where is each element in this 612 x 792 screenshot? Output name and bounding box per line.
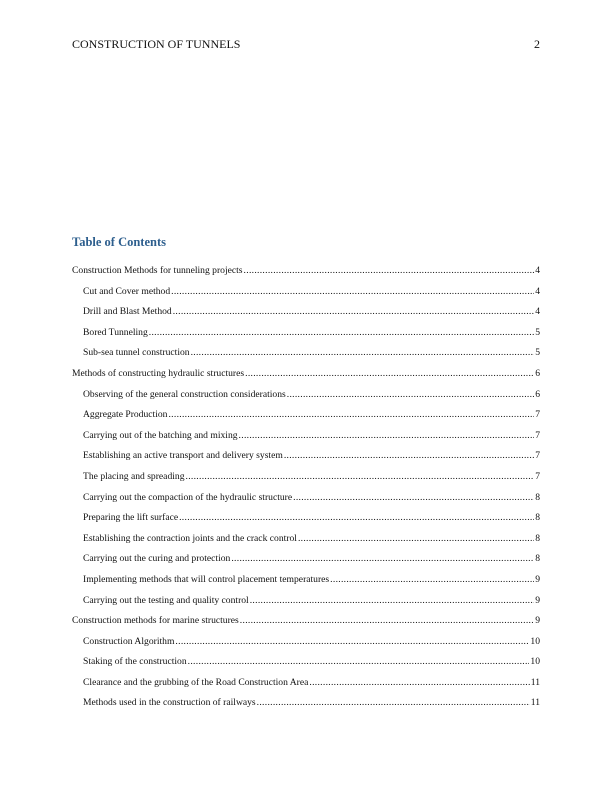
toc-entry[interactable]: [72, 449, 540, 470]
toc-entry-page: 7: [535, 429, 540, 441]
toc-entry-page: 7: [535, 450, 540, 462]
toc-dot-leader: [171, 285, 534, 299]
toc-entry[interactable]: [72, 264, 540, 285]
toc-entry-page: 4: [535, 265, 540, 276]
toc-dot-leader: [191, 346, 535, 360]
toc-entry-label: Construction Algorithm: [83, 635, 175, 647]
toc-dot-leader: [284, 449, 534, 463]
toc-entry-page: 8: [535, 532, 540, 544]
toc-entry-page: 7: [535, 470, 540, 482]
toc-dot-leader: [293, 491, 534, 505]
page-number: 2: [534, 37, 540, 51]
toc-entry[interactable]: [72, 696, 540, 717]
toc-dot-leader: [186, 470, 535, 484]
toc-dot-leader: [244, 264, 535, 278]
toc-entry[interactable]: [72, 676, 540, 697]
toc-entry-label: Drill and Blast Method: [83, 306, 172, 318]
toc-dot-leader: [330, 573, 534, 587]
toc-entry-label: Carrying out of the batching and mixing: [83, 429, 238, 441]
toc-entry-page: 4: [535, 285, 540, 297]
toc-entry[interactable]: [72, 532, 540, 553]
toc-entry-page: 7: [535, 409, 540, 421]
toc-entry[interactable]: [72, 429, 540, 450]
toc-entry-label: Bored Tunneling: [83, 326, 148, 338]
toc-dot-leader: [298, 532, 534, 546]
toc-dot-leader: [149, 326, 534, 340]
toc-dot-leader: [168, 408, 534, 422]
toc-entry-page: 9: [535, 615, 540, 627]
toc-entry-label: Methods of constructing hydraulic structures: [72, 367, 245, 379]
toc-entry-label: Clearance and the grubbing of the Road Construction Area: [83, 676, 309, 688]
toc-dot-leader: [287, 388, 534, 402]
toc-dot-leader: [250, 594, 534, 608]
toc-entry[interactable]: [72, 285, 540, 306]
toc-dot-leader: [240, 614, 534, 628]
toc-entry[interactable]: [72, 635, 540, 656]
toc-entry[interactable]: [72, 408, 540, 429]
toc-dot-leader: [173, 305, 534, 319]
toc-entry-page: 4: [535, 306, 540, 318]
toc-entry[interactable]: [72, 614, 540, 635]
toc-entry-label: Staking of the construction: [83, 656, 187, 668]
toc-entry[interactable]: [72, 346, 540, 367]
toc-entry-label: Observing of the general construction considerations: [83, 388, 286, 400]
toc-entry[interactable]: [72, 491, 540, 512]
toc-entry-label: Implementing methods that will control placement temperatures: [83, 573, 330, 585]
toc-entry-label: Carrying out the compaction of the hydraulic structure: [83, 491, 293, 503]
toc-entry-label: Carrying out the testing and quality control: [83, 594, 249, 606]
toc-entry[interactable]: [72, 552, 540, 573]
toc-dot-leader: [239, 429, 535, 443]
toc-entry[interactable]: [72, 470, 540, 491]
toc-entry-label: Construction methods for marine structures: [72, 615, 239, 627]
toc-entry[interactable]: [72, 367, 540, 388]
toc-entry[interactable]: [72, 573, 540, 594]
toc-entry-label: The placing and spreading: [83, 470, 185, 482]
toc-entry-page: 5: [535, 326, 540, 338]
table-of-contents: [72, 264, 540, 717]
toc-entry-page: 6: [535, 388, 540, 400]
toc-entry-page: 11: [530, 697, 540, 709]
toc-entry-page: 8: [535, 491, 540, 503]
toc-entry[interactable]: [72, 594, 540, 615]
toc-dot-leader: [175, 635, 529, 649]
toc-entry-label: Cut and Cover method: [83, 285, 171, 297]
toc-entry-page: 8: [535, 512, 540, 524]
toc-entry-page: 5: [535, 347, 540, 359]
toc-dot-leader: [231, 552, 534, 566]
toc-dot-leader: [257, 696, 530, 710]
toc-entry-page: 6: [535, 367, 540, 379]
toc-dot-leader: [179, 511, 534, 525]
toc-entry-label: Preparing the lift surface: [83, 512, 179, 524]
toc-entry-label: Methods used in the construction of railways: [83, 697, 256, 709]
toc-entry[interactable]: [72, 655, 540, 676]
toc-dot-leader: [309, 676, 529, 690]
toc-entry[interactable]: [72, 511, 540, 532]
toc-entry-label: Carrying out the curing and protection: [83, 553, 231, 565]
toc-entry-page: 8: [535, 553, 540, 565]
toc-dot-leader: [245, 367, 534, 381]
toc-entry-label: Establishing an active transport and delivery system: [83, 450, 283, 462]
running-title: CONSTRUCTION OF TUNNELS: [72, 37, 241, 51]
toc-entry[interactable]: [72, 305, 540, 326]
toc-entry[interactable]: [72, 388, 540, 409]
toc-entry-page: 9: [535, 573, 540, 585]
toc-title: Table of Contents: [72, 235, 166, 249]
toc-entry-label: Aggregate Production: [83, 409, 168, 421]
toc-entry[interactable]: [72, 326, 540, 347]
page-header: [72, 37, 540, 52]
toc-dot-leader: [188, 655, 530, 669]
toc-entry-page: 10: [530, 656, 540, 668]
toc-entry-page: 10: [530, 635, 540, 647]
toc-entry-page: 11: [530, 676, 540, 688]
toc-entry-label: Sub-sea tunnel construction: [83, 347, 190, 359]
toc-entry-label: Establishing the contraction joints and the crack control: [83, 532, 297, 544]
toc-entry-label: Construction Methods for tunneling projects: [72, 265, 243, 276]
toc-entry-page: 9: [535, 594, 540, 606]
